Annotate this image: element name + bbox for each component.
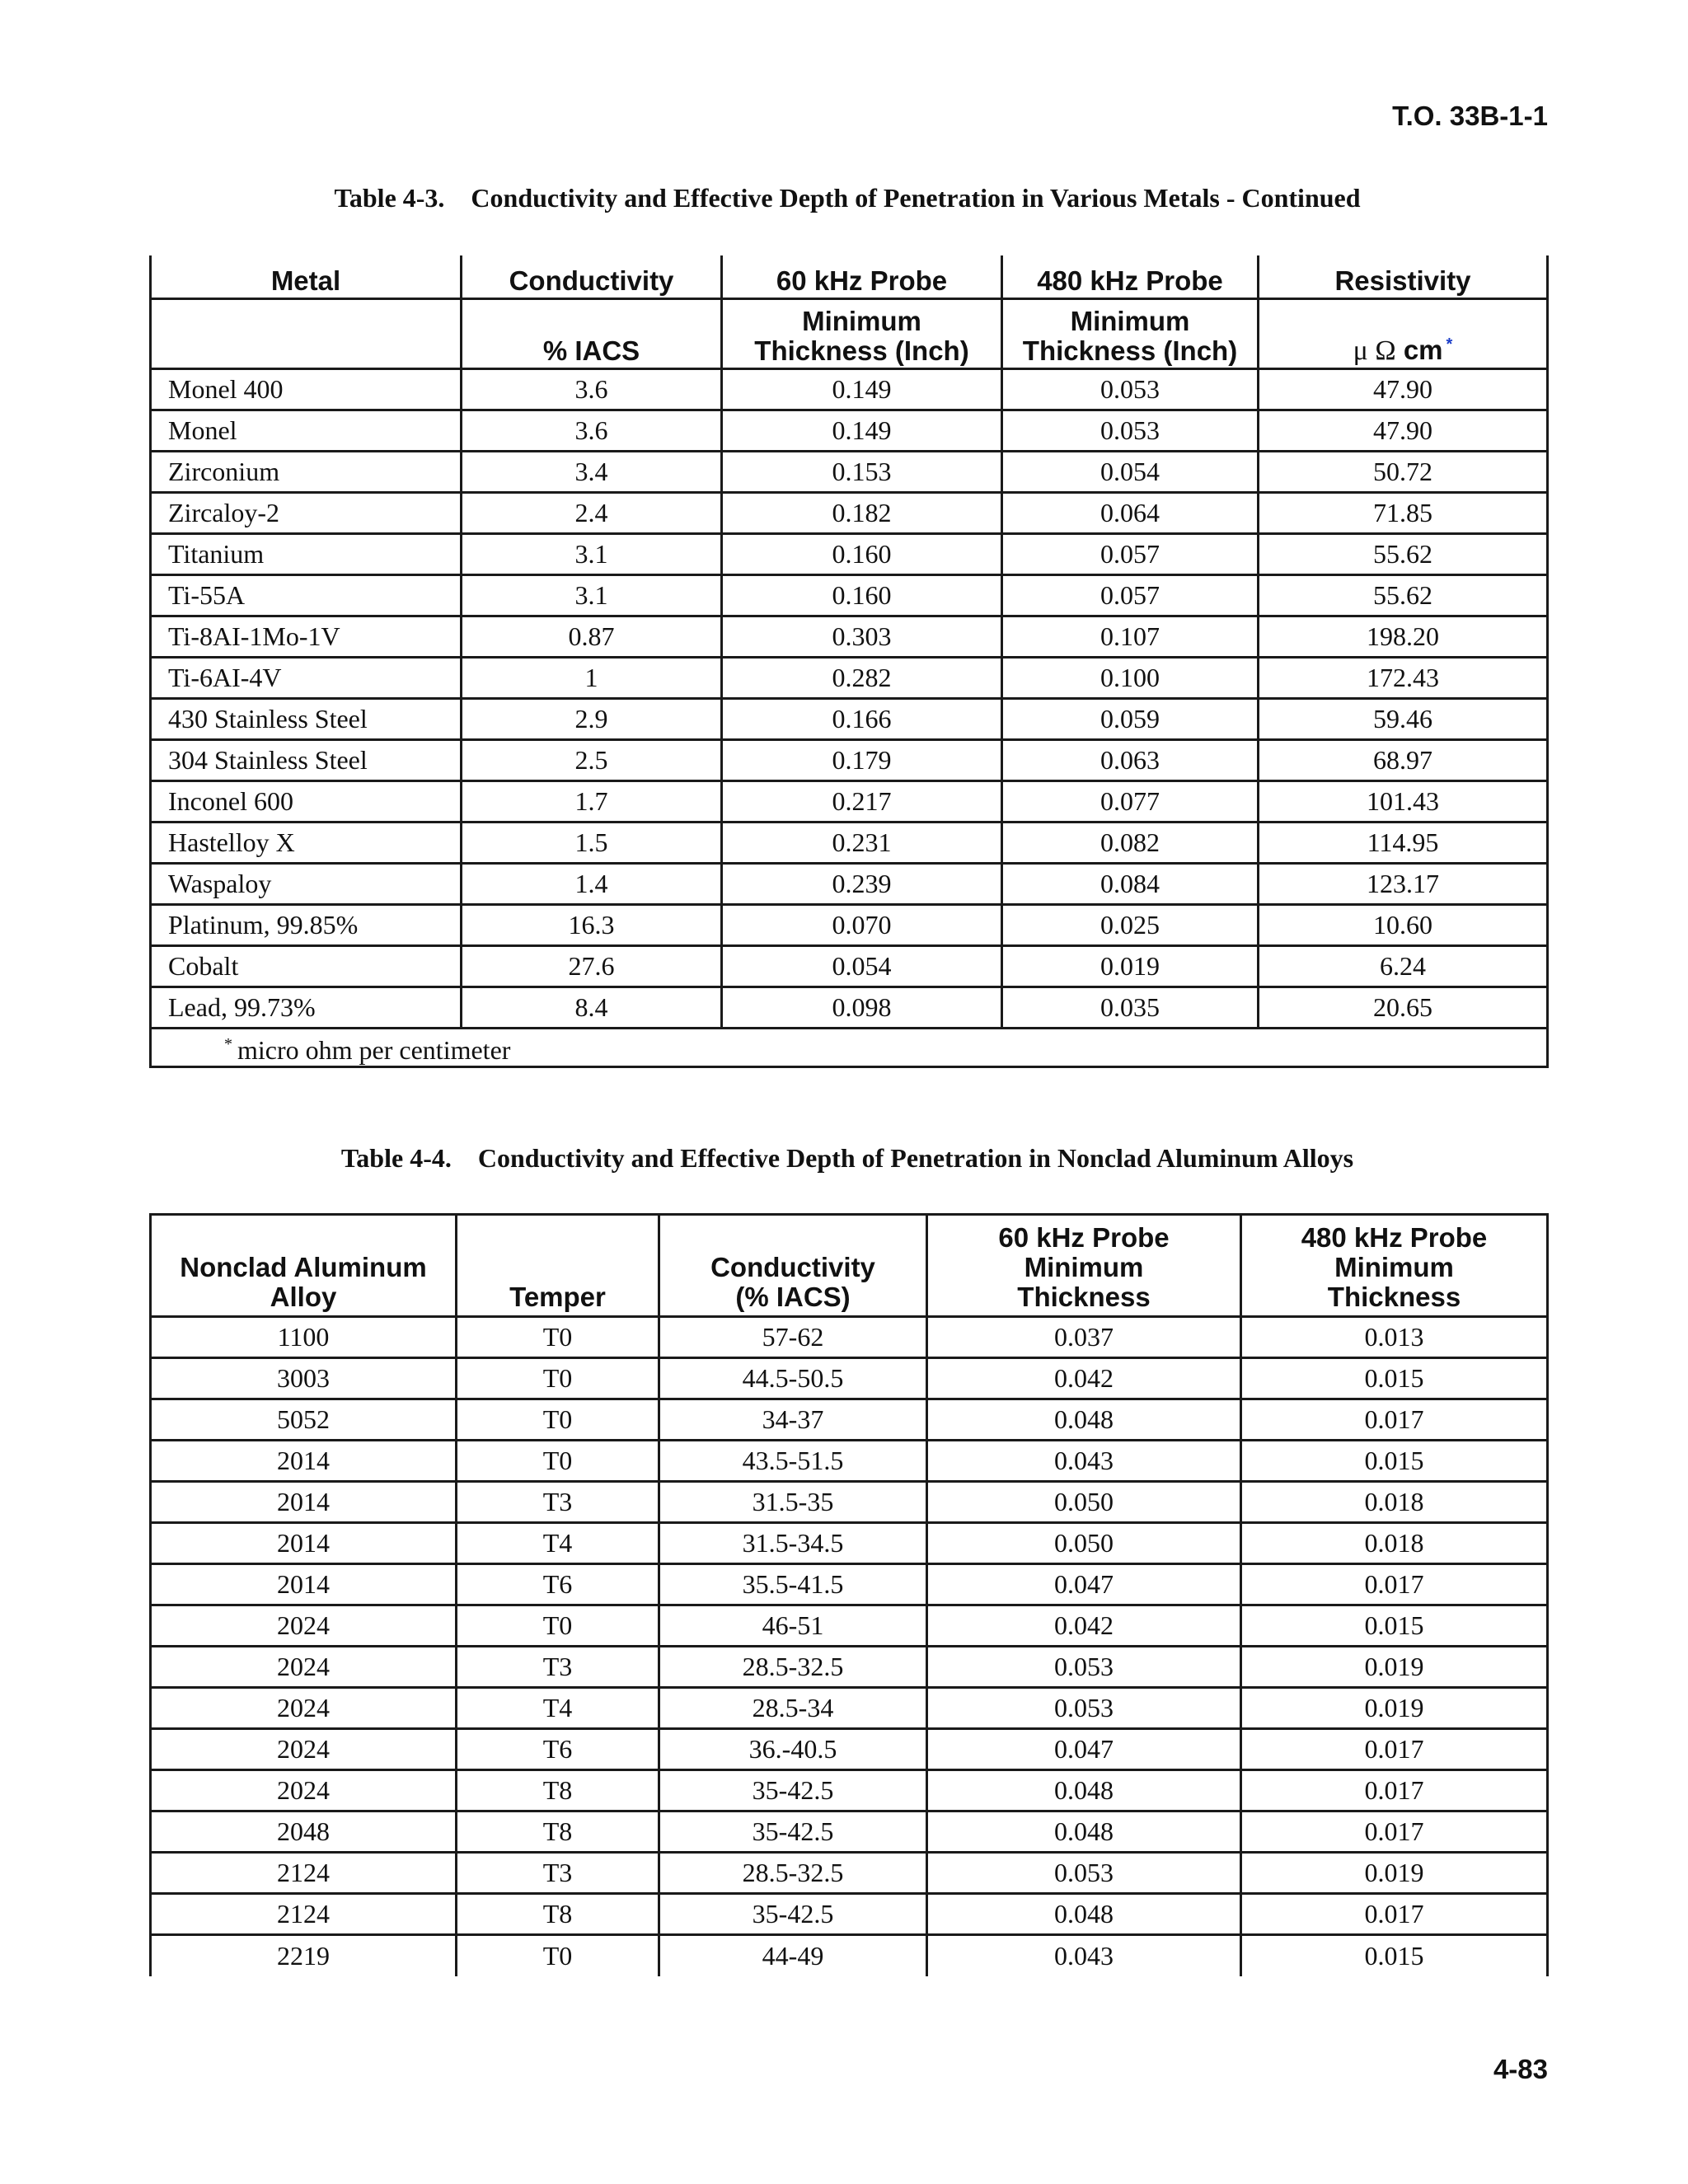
table-cell: Ti-6AI-4V [151, 657, 462, 698]
table-cell: 35-42.5 [659, 1811, 927, 1853]
table-cell: 3003 [151, 1358, 457, 1399]
table-row [151, 1441, 1548, 1482]
table-cell: Ti-8AI-1Mo-1V [151, 616, 462, 657]
table-cell: 0.057 [1002, 533, 1259, 574]
header-nonclad-alloy [151, 1215, 457, 1317]
table-row [151, 698, 1548, 739]
table-cell: 0.047 [927, 1729, 1241, 1770]
table-cell: 2.5 [462, 739, 722, 780]
table-cell: 0.018 [1241, 1523, 1548, 1564]
table-cell: 0.048 [927, 1770, 1241, 1811]
table-cell: 57-62 [659, 1317, 927, 1358]
table-cell: T3 [457, 1482, 659, 1523]
table-cell: 3.1 [462, 533, 722, 574]
header-resistivity-unit [1259, 298, 1548, 368]
table-cell: 35-42.5 [659, 1770, 927, 1811]
table-cell: 172.43 [1259, 657, 1548, 698]
table-4-3 [149, 255, 1549, 1068]
table-cell: 0.231 [722, 822, 1002, 863]
header-p60-line3: Thickness [1017, 1282, 1151, 1312]
header-p480-line2: Minimum [1334, 1252, 1454, 1282]
footnote-text: micro ohm per centimeter [237, 1034, 511, 1065]
table-cell: 3.4 [462, 451, 722, 492]
table-cell: 0.053 [927, 1853, 1241, 1894]
table-cell: 0.053 [1002, 410, 1259, 451]
table-cell: Cobalt [151, 945, 462, 987]
table-cell: 0.063 [1002, 739, 1259, 780]
table-cell: 0.053 [927, 1688, 1241, 1729]
unit-micro-ohm-symbols: μ Ω [1353, 335, 1396, 366]
table-cell: 0.013 [1241, 1317, 1548, 1358]
table-cell: Zirconium [151, 451, 462, 492]
table-cell: 0.050 [927, 1523, 1241, 1564]
table-4-4-body [151, 1317, 1548, 1976]
table-cell: 0.303 [722, 616, 1002, 657]
table-cell: 114.95 [1259, 822, 1548, 863]
table-cell: 2219 [151, 1935, 457, 1976]
table-cell: 0.149 [722, 410, 1002, 451]
table-cell: 50.72 [1259, 451, 1548, 492]
table-cell: 0.048 [927, 1399, 1241, 1441]
table-cell: 16.3 [462, 904, 722, 945]
table-cell: 1100 [151, 1317, 457, 1358]
table-cell: 28.5-32.5 [659, 1647, 927, 1688]
table-row [151, 492, 1548, 533]
table-cell: T0 [457, 1441, 659, 1482]
table-cell: 0.059 [1002, 698, 1259, 739]
table-cell: 0.017 [1241, 1811, 1548, 1853]
table-cell: Lead, 99.73% [151, 987, 462, 1028]
table-cell: 0.017 [1241, 1770, 1548, 1811]
table-cell: 35-42.5 [659, 1894, 927, 1935]
header-metal-blank [151, 298, 462, 368]
table-cell: 0.015 [1241, 1441, 1548, 1482]
table-cell: 0.282 [722, 657, 1002, 698]
table-row [151, 1358, 1548, 1399]
table-cell: 1.4 [462, 863, 722, 904]
table-cell: 8.4 [462, 987, 722, 1028]
table-cell: 0.077 [1002, 780, 1259, 822]
table-cell: Monel [151, 410, 462, 451]
table-cell: T4 [457, 1523, 659, 1564]
table-row [151, 1811, 1548, 1853]
table-cell: 27.6 [462, 945, 722, 987]
table-cell: 0.015 [1241, 1358, 1548, 1399]
table-cell: 1 [462, 657, 722, 698]
table-row [151, 904, 1548, 945]
table-cell: 0.017 [1241, 1564, 1548, 1605]
table-row [151, 1605, 1548, 1647]
header-p60-line2: Minimum [1024, 1252, 1144, 1282]
header-conductivity: Conductivity [462, 255, 722, 298]
table-row [151, 1729, 1548, 1770]
table-cell: 2024 [151, 1605, 457, 1647]
header-alloy-line1: Nonclad Aluminum [180, 1252, 427, 1282]
table-row [151, 945, 1548, 987]
table-cell: 0.042 [927, 1605, 1241, 1647]
table-4-3-body [151, 368, 1548, 1028]
table-cell: 0.019 [1241, 1688, 1548, 1729]
table-cell: 0.107 [1002, 616, 1259, 657]
header-60khz-min-thickness [927, 1215, 1241, 1317]
table-row [151, 1482, 1548, 1523]
table-cell: 0.160 [722, 533, 1002, 574]
table-cell: T3 [457, 1647, 659, 1688]
table-cell: 0.098 [722, 987, 1002, 1028]
table-row [151, 1523, 1548, 1564]
document-id: T.O. 33B-1-1 [1392, 101, 1548, 131]
table-cell: 0.047 [927, 1564, 1241, 1605]
table-cell: Platinum, 99.85% [151, 904, 462, 945]
table-row [151, 863, 1548, 904]
table-row [151, 1688, 1548, 1729]
table-cell: 55.62 [1259, 533, 1548, 574]
table-cell: 101.43 [1259, 780, 1548, 822]
table-cell: 0.100 [1002, 657, 1259, 698]
table-cell: Hastelloy X [151, 822, 462, 863]
table-cell: 0.064 [1002, 492, 1259, 533]
header-480-min-thickness [1002, 298, 1259, 368]
unit-cm: cm [1403, 334, 1443, 365]
table-row [151, 1894, 1548, 1935]
table-cell: 0.053 [1002, 368, 1259, 410]
table-cell: 0.239 [722, 863, 1002, 904]
table-row [151, 1935, 1548, 1976]
table-cell: 2014 [151, 1482, 457, 1523]
table-cell: 0.037 [927, 1317, 1241, 1358]
table-cell: 0.057 [1002, 574, 1259, 616]
table-cell: Inconel 600 [151, 780, 462, 822]
table-cell: Waspaloy [151, 863, 462, 904]
table-cell: 0.019 [1241, 1853, 1548, 1894]
footnote-star: * [224, 1034, 232, 1053]
table-cell: 2014 [151, 1564, 457, 1605]
table-cell: 0.042 [927, 1358, 1241, 1399]
table-cell: 6.24 [1259, 945, 1548, 987]
table-row [151, 616, 1548, 657]
table-cell: Titanium [151, 533, 462, 574]
table-cell: 304 Stainless Steel [151, 739, 462, 780]
table-4-3-footnote [151, 1028, 1548, 1066]
table-cell: 123.17 [1259, 863, 1548, 904]
table-row [151, 780, 1548, 822]
table-cell: 28.5-32.5 [659, 1853, 927, 1894]
table-cell: 0.025 [1002, 904, 1259, 945]
table-4-4-caption: Table 4-4. Conductivity and Effective Depth of Penetration in Nonclad Aluminum Alloys [340, 1143, 1354, 1173]
table-row [151, 657, 1548, 698]
table-cell: 0.053 [927, 1647, 1241, 1688]
table-cell: T8 [457, 1770, 659, 1811]
table-cell: 71.85 [1259, 492, 1548, 533]
table-cell: 2014 [151, 1523, 457, 1564]
header-480-min-line1: Minimum [1070, 305, 1190, 336]
table-cell: 55.62 [1259, 574, 1548, 616]
table-row [151, 1399, 1548, 1441]
table-row [151, 410, 1548, 451]
table-cell: 2014 [151, 1441, 457, 1482]
table-cell: 0.015 [1241, 1605, 1548, 1647]
table-cell: 0.149 [722, 368, 1002, 410]
table-cell: 59.46 [1259, 698, 1548, 739]
header-alloy-line2: Alloy [270, 1282, 337, 1312]
header-480khz-probe: 480 kHz Probe [1002, 255, 1259, 298]
footnote-star-marker: * [1446, 335, 1453, 354]
table-row [151, 574, 1548, 616]
table-cell: 10.60 [1259, 904, 1548, 945]
table-cell: 28.5-34 [659, 1688, 927, 1729]
table-cell: Monel 400 [151, 368, 462, 410]
table-cell: T0 [457, 1399, 659, 1441]
header-p480-line1: 480 kHz Probe [1301, 1222, 1488, 1253]
table-cell: T0 [457, 1605, 659, 1647]
header-60-min-thickness [722, 298, 1002, 368]
page-number: 4-83 [1493, 2054, 1548, 2084]
header-p480-line3: Thickness [1327, 1282, 1461, 1312]
table-cell: T3 [457, 1853, 659, 1894]
table-cell: 46-51 [659, 1605, 927, 1647]
table-cell: 0.050 [927, 1482, 1241, 1523]
table-cell: 47.90 [1259, 368, 1548, 410]
table-cell: 198.20 [1259, 616, 1548, 657]
table-row [151, 533, 1548, 574]
header-iacs: % IACS [462, 298, 722, 368]
table-cell: 2124 [151, 1853, 457, 1894]
table-cell: 0.182 [722, 492, 1002, 533]
table-cell: 34-37 [659, 1399, 927, 1441]
table-cell: 1.5 [462, 822, 722, 863]
table-cell: 2.9 [462, 698, 722, 739]
table-cell: 31.5-35 [659, 1482, 927, 1523]
table-cell: T4 [457, 1688, 659, 1729]
header-cond-line2: (% IACS) [735, 1282, 851, 1312]
table-cell: 1.7 [462, 780, 722, 822]
table-cell: T6 [457, 1729, 659, 1770]
table-cell: T8 [457, 1894, 659, 1935]
table-4-4 [149, 1213, 1549, 1976]
table-cell: 2124 [151, 1894, 457, 1935]
table-cell: 2048 [151, 1811, 457, 1853]
table-cell: 430 Stainless Steel [151, 698, 462, 739]
header-480khz-min-thickness [1241, 1215, 1548, 1317]
table-cell: 0.070 [722, 904, 1002, 945]
table-cell: 0.019 [1002, 945, 1259, 987]
table-cell: 0.015 [1241, 1935, 1548, 1976]
table-cell: 0.048 [927, 1811, 1241, 1853]
table-cell: 0.017 [1241, 1894, 1548, 1935]
table-cell: 0.019 [1241, 1647, 1548, 1688]
table-row [151, 451, 1548, 492]
table-row [151, 739, 1548, 780]
table-cell: T0 [457, 1358, 659, 1399]
table-row [151, 822, 1548, 863]
table-cell: 0.043 [927, 1441, 1241, 1482]
table-cell: Ti-55A [151, 574, 462, 616]
header-60khz-probe: 60 kHz Probe [722, 255, 1002, 298]
table-cell: 20.65 [1259, 987, 1548, 1028]
table-cell: 0.017 [1241, 1729, 1548, 1770]
table-cell: T8 [457, 1811, 659, 1853]
table-cell: 2024 [151, 1729, 457, 1770]
header-conductivity-iacs [659, 1215, 927, 1317]
table-cell: 3.6 [462, 410, 722, 451]
table-cell: T6 [457, 1564, 659, 1605]
table-cell: 47.90 [1259, 410, 1548, 451]
header-cond-line1: Conductivity [710, 1252, 875, 1282]
table-row [151, 1317, 1548, 1358]
table-cell: 0.87 [462, 616, 722, 657]
table-cell: Zircaloy-2 [151, 492, 462, 533]
table-cell: T0 [457, 1935, 659, 1976]
table-cell: 2024 [151, 1647, 457, 1688]
table-cell: 68.97 [1259, 739, 1548, 780]
header-480-min-line2: Thickness (Inch) [1022, 335, 1238, 366]
table-cell: 44-49 [659, 1935, 927, 1976]
header-p60-line1: 60 kHz Probe [998, 1222, 1170, 1253]
header-60-min-line1: Minimum [802, 305, 921, 336]
table-cell: 3.6 [462, 368, 722, 410]
table-row [151, 1647, 1548, 1688]
table-cell: 43.5-51.5 [659, 1441, 927, 1482]
table-row [151, 368, 1548, 410]
table-cell: 3.1 [462, 574, 722, 616]
table-cell: 5052 [151, 1399, 457, 1441]
table-cell: 0.166 [722, 698, 1002, 739]
table-cell: 0.160 [722, 574, 1002, 616]
table-cell: T0 [457, 1317, 659, 1358]
table-row [151, 1770, 1548, 1811]
table-cell: 2024 [151, 1688, 457, 1729]
table-4-3-caption: Table 4-3. Conductivity and Effective Depth of Penetration in Various Metals - Continued [334, 183, 1361, 213]
table-cell: 2024 [151, 1770, 457, 1811]
table-row [151, 1564, 1548, 1605]
table-row [151, 987, 1548, 1028]
table-cell: 35.5-41.5 [659, 1564, 927, 1605]
table-cell: 0.082 [1002, 822, 1259, 863]
table-cell: 0.153 [722, 451, 1002, 492]
table-cell: 0.054 [1002, 451, 1259, 492]
table-cell: 2.4 [462, 492, 722, 533]
table-cell: 0.018 [1241, 1482, 1548, 1523]
table-cell: 36.-40.5 [659, 1729, 927, 1770]
table-cell: 0.217 [722, 780, 1002, 822]
table-cell: 0.179 [722, 739, 1002, 780]
table-cell: 0.043 [927, 1935, 1241, 1976]
table-cell: 0.017 [1241, 1399, 1548, 1441]
header-resistivity: Resistivity [1259, 255, 1548, 298]
table-cell: 0.084 [1002, 863, 1259, 904]
header-temper: Temper [457, 1215, 659, 1317]
table-cell: 0.048 [927, 1894, 1241, 1935]
table-cell: 44.5-50.5 [659, 1358, 927, 1399]
header-metal: Metal [151, 255, 462, 298]
table-cell: 0.054 [722, 945, 1002, 987]
table-cell: 31.5-34.5 [659, 1523, 927, 1564]
table-cell: 0.035 [1002, 987, 1259, 1028]
table-row [151, 1853, 1548, 1894]
header-60-min-line2: Thickness (Inch) [754, 335, 969, 366]
